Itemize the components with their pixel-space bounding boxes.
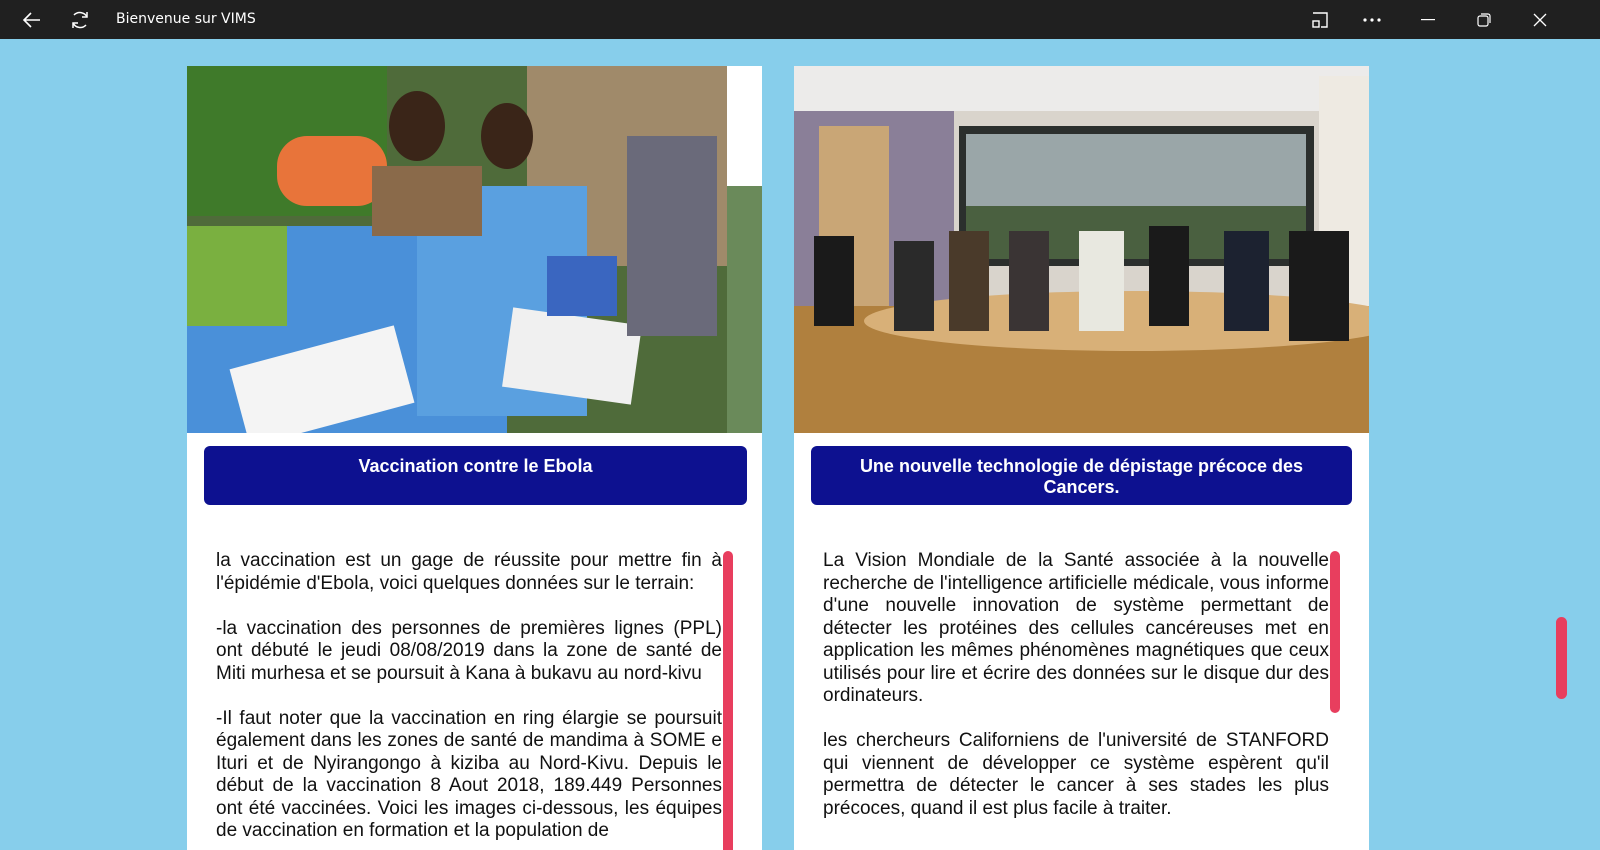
card-heading[interactable]: Une nouvelle technologie de dépistage précoce des Cancers.	[811, 446, 1352, 505]
paragraph: La Vision Mondiale de la Santé associée à la nouvelle recherche de l'intelligence artificielle médicale, vous informe d'une nouvelle innovation de système permettant de détecter les protéines des cellules cancéreuses met en application les mêmes phénomènes magnétiques que ceux utilisés pour lire et écrire des données sur le disque dur des ordinateurs.	[823, 550, 1329, 706]
card-scrollbar[interactable]	[723, 551, 733, 850]
refresh-icon	[69, 9, 91, 31]
minimize-icon	[1421, 19, 1435, 21]
news-card-ebola	[187, 66, 762, 850]
minimize-button[interactable]	[1410, 0, 1446, 39]
paragraph: les chercheurs Californiens de l'université de STANFORD qui viennent de développer ce système espèrent qu'il permettra de détecter le cancer à ses stades les plus précoces, quand il est plus facile à traiter.	[823, 730, 1329, 819]
back-button[interactable]	[14, 0, 50, 39]
paragraph: -Il faut noter que la vaccination en ring élargie se poursuit également dans les zones de santé de mandima à SOME e Ituri et de Nyirangongo à kiziba au Nord-Kivu. Depuis le début de la vaccination 8 Aout 2018, 189.449 Personnes ont été vaccinées. Voici les images ci-dessous, les équipes de vaccination en formation et la population de	[216, 707, 722, 841]
close-button[interactable]	[1522, 0, 1558, 39]
paragraph: -la vaccination des personnes de premières lignes (PPL) ont débuté le jeudi 08/08/2019 dans la zone de santé de Miti murhesa et se poursuit à Kana à bukavu au nord-kivu	[216, 617, 722, 684]
card-body	[216, 550, 722, 850]
restore-button[interactable]	[1466, 0, 1502, 39]
restore-icon	[1477, 13, 1491, 27]
more-icon	[1362, 17, 1382, 23]
page-scrollbar-thumb[interactable]	[1556, 617, 1567, 699]
cast-button[interactable]	[1302, 0, 1338, 39]
paragraph: la vaccination est un gage de réussite pour mettre fin à l'épidémie d'Ebola, voici quelques données sur le terrain:	[216, 550, 722, 594]
meeting-room-photo	[794, 66, 1369, 433]
card-heading[interactable]: Vaccination contre le Ebola	[204, 446, 747, 505]
arrow-left-icon	[22, 10, 42, 30]
refresh-button[interactable]	[62, 0, 98, 39]
ebola-vaccination-photo	[187, 66, 762, 433]
page-content	[0, 39, 1600, 850]
card-body	[823, 550, 1329, 843]
card-scrollbar[interactable]	[1330, 551, 1340, 713]
close-icon	[1533, 13, 1547, 27]
window-title: Bienvenue sur VIMS	[116, 11, 256, 27]
more-button[interactable]	[1354, 0, 1390, 39]
title-bar	[0, 0, 1600, 39]
cast-icon	[1310, 10, 1330, 30]
news-card-cancer	[794, 66, 1369, 850]
